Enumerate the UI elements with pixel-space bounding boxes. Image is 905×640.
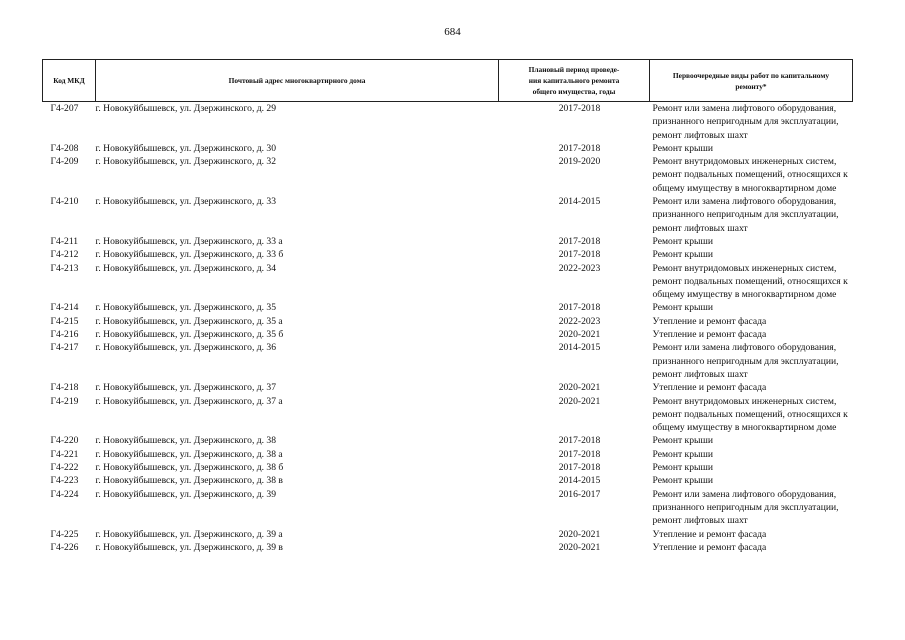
works-cell: Ремонт или замена лифтового оборудования, признанного непригодным для эксплуатации, ремонт лифтовых шахт: [652, 342, 839, 380]
table-row: [43, 155, 853, 195]
table-row: [43, 395, 853, 435]
header-code: Код МКД: [43, 60, 96, 102]
period-cell: 2016-2017: [558, 488, 601, 500]
address-cell: г. Новокуйбышевск, ул. Дзержинского, д. 36: [95, 342, 277, 354]
table-row: [43, 235, 853, 248]
period-cell: 2014-2015: [558, 196, 601, 208]
table-row: [43, 248, 853, 261]
code-cell: Г4-210: [50, 196, 79, 208]
works-cell: Ремонт внутридомовых инженерных систем, ремонт подвальных помещений, относящихся к общему имуществу в многоквартирном доме: [652, 156, 848, 194]
table-row: [43, 381, 853, 394]
works-cell: Утепление и ремонт фасада: [652, 382, 767, 394]
address-cell: г. Новокуйбышевск, ул. Дзержинского, д. 33 а: [95, 235, 283, 247]
period-cell: 2017-2018: [558, 302, 601, 314]
works-cell: Ремонт крыши: [652, 142, 713, 154]
code-cell: Г4-208: [50, 142, 79, 154]
address-cell: г. Новокуйбышевск, ул. Дзержинского, д. 37: [95, 382, 277, 394]
table-row: [43, 341, 853, 381]
table-row: [43, 142, 853, 155]
works-cell: Ремонт или замена лифтового оборудования, признанного непригодным для эксплуатации, ремонт лифтовых шахт: [652, 103, 839, 141]
address-cell: г. Новокуйбышевск, ул. Дзержинского, д. 34: [95, 262, 277, 274]
code-cell: Г4-224: [50, 488, 79, 500]
period-cell: 2020-2021: [558, 541, 601, 553]
page-number: 684: [444, 26, 461, 38]
code-cell: Г4-211: [50, 235, 79, 247]
table-row: [43, 461, 853, 474]
header-works: Первоочередные виды работ по капитальному ремонту*: [650, 60, 853, 102]
header-address: Почтовый адрес многоквартирного дома: [96, 60, 499, 102]
period-cell: 2019-2020: [558, 156, 601, 168]
works-cell: Ремонт крыши: [652, 475, 713, 487]
code-cell: Г4-223: [50, 475, 79, 487]
capital-repair-table: [42, 59, 853, 554]
table-row: [43, 541, 853, 554]
code-cell: Г4-207: [50, 103, 79, 114]
address-cell: г. Новокуйбышевск, ул. Дзержинского, д. 38 а: [95, 448, 283, 460]
address-cell: г. Новокуйбышевск, ул. Дзержинского, д. 32: [95, 156, 277, 168]
works-cell: Ремонт крыши: [652, 462, 713, 474]
address-cell: г. Новокуйбышевск, ул. Дзержинского, д. 30: [95, 142, 277, 154]
table-row: [43, 301, 853, 314]
table-body: [43, 102, 853, 555]
works-cell: Ремонт крыши: [652, 302, 713, 314]
address-cell: г. Новокуйбышевск, ул. Дзержинского, д. 38 в: [95, 475, 283, 487]
period-cell: 2017-2018: [558, 448, 601, 460]
table-row: [43, 528, 853, 541]
works-cell: Ремонт или замена лифтового оборудования, признанного непригодным для эксплуатации, ремонт лифтовых шахт: [652, 196, 839, 234]
table-row: [43, 262, 853, 302]
code-cell: Г4-216: [50, 329, 79, 341]
table-row: [43, 488, 853, 528]
address-cell: г. Новокуйбышевск, ул. Дзержинского, д. 29: [95, 103, 277, 114]
works-cell: Утепление и ремонт фасада: [652, 315, 767, 327]
table-row: [43, 195, 853, 235]
period-cell: 2017-2018: [558, 435, 601, 447]
works-cell: Утепление и ремонт фасада: [652, 528, 767, 540]
table-row: [43, 434, 853, 447]
address-cell: г. Новокуйбышевск, ул. Дзержинского, д. 39 а: [95, 528, 283, 540]
period-cell: 2020-2021: [558, 528, 601, 540]
code-cell: Г4-219: [50, 395, 79, 407]
code-cell: Г4-217: [50, 342, 79, 354]
address-cell: г. Новокуйбышевск, ул. Дзержинского, д. 39: [95, 488, 277, 500]
works-cell: Ремонт крыши: [652, 249, 713, 261]
code-cell: Г4-212: [50, 249, 79, 261]
header-row: [43, 60, 853, 102]
period-cell: 2020-2021: [558, 395, 601, 407]
period-cell: 2017-2018: [558, 249, 601, 261]
table-row: [43, 102, 853, 142]
code-cell: Г4-220: [50, 435, 79, 447]
table-row: [43, 474, 853, 487]
code-cell: Г4-221: [50, 448, 79, 460]
works-cell: Ремонт внутридомовых инженерных систем, ремонт подвальных помещений, относящихся к общему имуществу в многоквартирном доме: [652, 262, 848, 301]
address-cell: г. Новокуйбышевск, ул. Дзержинского, д. 35: [95, 302, 277, 314]
address-cell: г. Новокуйбышевск, ул. Дзержинского, д. 39 в: [95, 541, 283, 553]
works-cell: Ремонт крыши: [652, 448, 713, 460]
address-cell: г. Новокуйбышевск, ул. Дзержинского, д. 38: [95, 435, 277, 447]
works-cell: Утепление и ремонт фасада: [652, 541, 767, 553]
period-cell: 2020-2021: [558, 329, 601, 341]
period-cell: 2020-2021: [558, 382, 601, 394]
period-cell: 2022-2023: [558, 262, 601, 274]
code-cell: Г4-226: [50, 541, 79, 553]
header-period: Плановый период проведе- ния капитального ремонта общего имущества, годы: [499, 60, 650, 102]
period-cell: 2014-2015: [558, 342, 601, 354]
works-cell: Утепление и ремонт фасада: [652, 329, 767, 341]
address-cell: г. Новокуйбышевск, ул. Дзержинского, д. 38 б: [95, 462, 284, 474]
address-cell: г. Новокуйбышевск, ул. Дзержинского, д. 33: [95, 196, 277, 208]
address-cell: г. Новокуйбышевск, ул. Дзержинского, д. 33 б: [95, 249, 284, 261]
table-row: [43, 315, 853, 328]
code-cell: Г4-225: [50, 528, 79, 540]
address-cell: г. Новокуйбышевск, ул. Дзержинского, д. 35 б: [95, 329, 284, 341]
period-cell: 2014-2015: [558, 475, 601, 487]
period-cell: 2022-2023: [558, 315, 601, 327]
table-header: [43, 60, 853, 102]
period-cell: 2017-2018: [558, 142, 601, 154]
code-cell: Г4-213: [50, 262, 79, 274]
code-cell: Г4-209: [50, 156, 79, 168]
works-cell: Ремонт крыши: [652, 435, 713, 447]
code-cell: Г4-218: [50, 382, 79, 394]
address-cell: г. Новокуйбышевск, ул. Дзержинского, д. 35 а: [95, 315, 283, 327]
period-cell: 2017-2018: [558, 235, 601, 247]
table-row: [43, 328, 853, 341]
works-cell: Ремонт внутридомовых инженерных систем, ремонт подвальных помещений, относящихся к общему имуществу в многоквартирном доме: [652, 395, 848, 434]
period-cell: 2017-2018: [558, 103, 601, 114]
works-cell: Ремонт или замена лифтового оборудования, признанного непригодным для эксплуатации, ремонт лифтовых шахт: [652, 488, 839, 527]
period-cell: 2017-2018: [558, 462, 601, 474]
code-cell: Г4-222: [50, 462, 79, 474]
code-cell: Г4-215: [50, 315, 79, 327]
table-row: [43, 448, 853, 461]
code-cell: Г4-214: [50, 302, 79, 314]
address-cell: г. Новокуйбышевск, ул. Дзержинского, д. 37 а: [95, 395, 283, 407]
works-cell: Ремонт крыши: [652, 235, 713, 247]
